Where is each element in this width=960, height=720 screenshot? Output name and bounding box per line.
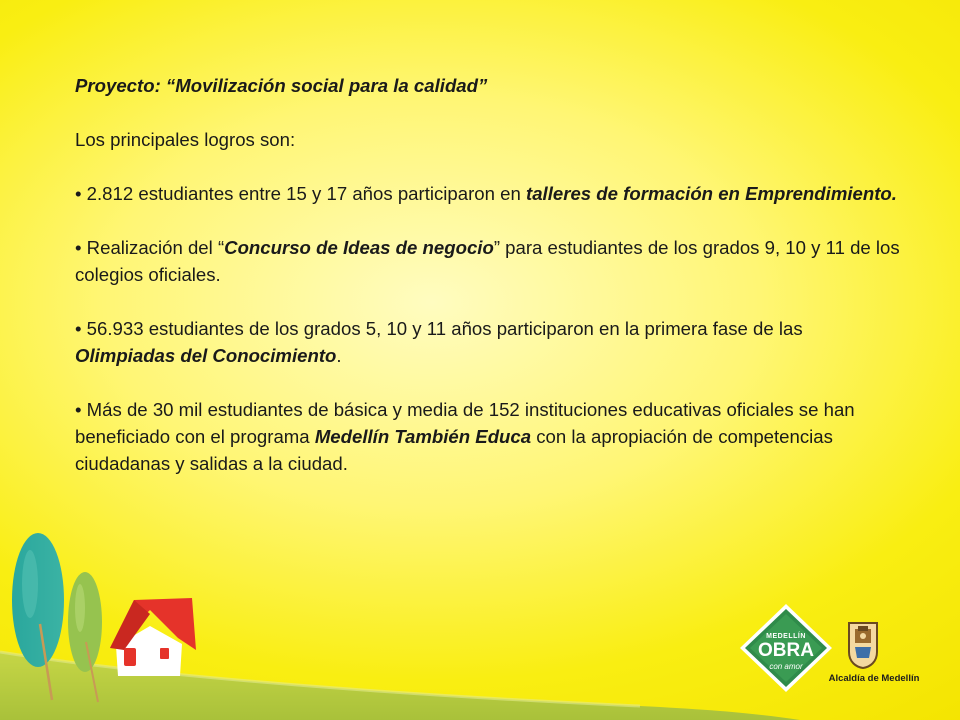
- intro-text: Los principales logros son:: [75, 129, 296, 150]
- house-icon: [110, 598, 196, 676]
- obra-logo-top-text: MEDELLÍN: [766, 633, 806, 640]
- obra-logo-main-text: OBRA: [758, 640, 814, 661]
- achievement-text: • 2.812 estudiantes entre 15 y 17 años participaron en: [75, 183, 526, 204]
- achievement-item: [75, 234, 905, 288]
- achievement-item: [75, 396, 905, 477]
- achievement-text-end: ” para estudiantes de los grados 9, 10 y 11 de los colegios oficiales.: [75, 237, 900, 285]
- slide-title: Proyecto: “Movilización social para la calidad”: [75, 75, 488, 96]
- obra-logo-sub-text: con amor: [769, 662, 803, 671]
- achievement-item: [75, 180, 905, 207]
- achievement-emphasis: Concurso de Ideas de negocio: [224, 237, 494, 258]
- achievement-text-end: con la apropiación de competencias ciudadanas y salidas a la ciudad.: [75, 426, 833, 474]
- achievement-text: • 56.933 estudiantes de los grados 5, 10 y 11 años participaron en la primera fase de las: [75, 318, 803, 339]
- achievement-item: [75, 315, 905, 369]
- achievement-text-end: .: [336, 345, 342, 366]
- achievement-emphasis: talleres de formación en Emprendimiento.: [526, 183, 897, 204]
- alcaldia-logo-text: Alcaldía de Medellín: [828, 673, 920, 684]
- achievement-text: • Más de 30 mil estudiantes de básica y media de 152 instituciones educativas oficiales se han beneficiado con el programa: [75, 399, 855, 447]
- achievement-emphasis: Olimpiadas del Conocimiento: [75, 345, 337, 366]
- achievement-emphasis: Medellín También Educa: [314, 426, 532, 447]
- logos-area: [738, 602, 928, 698]
- achievement-text: • Realización del “: [75, 237, 225, 258]
- alcaldia-shield-icon: [846, 620, 880, 670]
- slide-content: [75, 72, 905, 477]
